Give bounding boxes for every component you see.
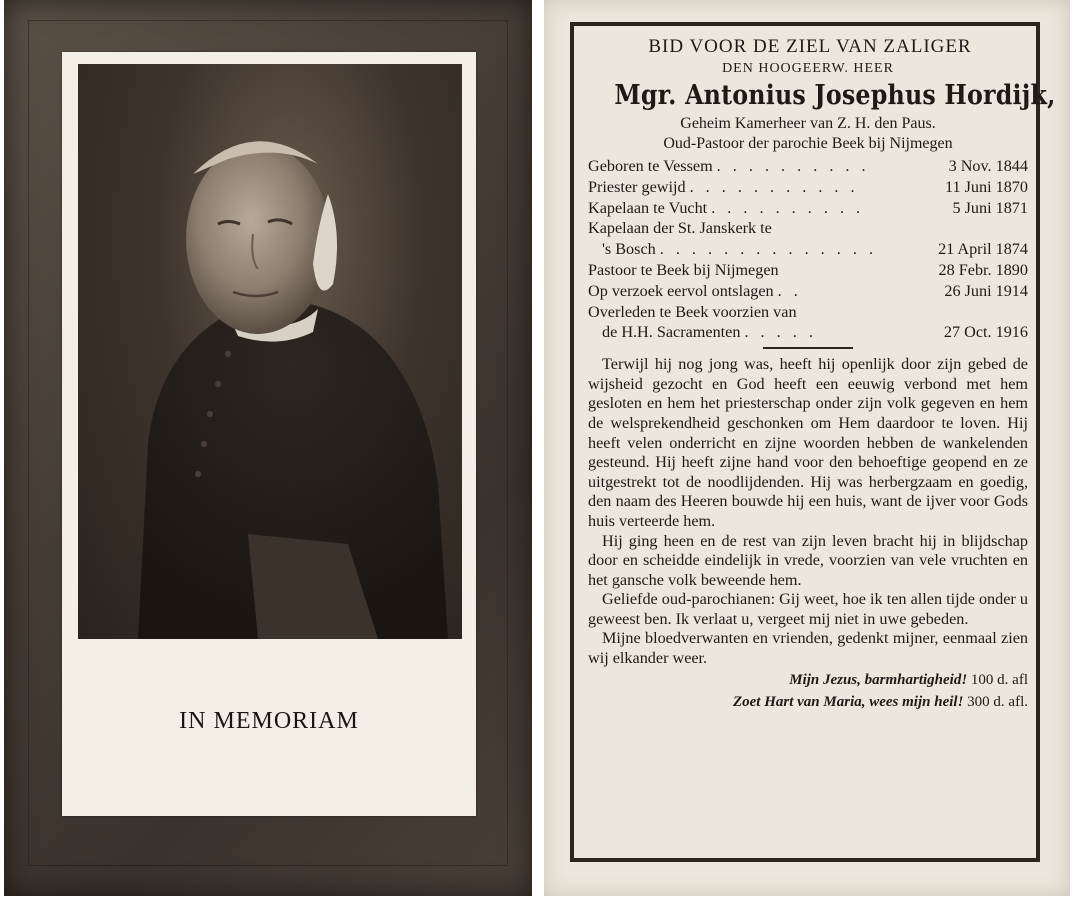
date-dots: . . . . . . . . . . — [716, 157, 870, 175]
date-value: 11 Juni 1870 — [944, 177, 1028, 196]
date-row — [588, 198, 1028, 219]
date-row — [588, 281, 1028, 302]
date-label: Overleden te Beek voorzien van — [588, 302, 797, 321]
prayer-text: Zoet Hart van Maria, wees mijn heil! — [732, 693, 964, 710]
date-dots: . . . . . . . . . . — [711, 198, 865, 217]
photo-mount — [62, 52, 476, 816]
card-text — [588, 34, 1056, 713]
in-memoriam-caption: IN MEMORIAM — [179, 708, 359, 734]
paragraph: Mijne bloedverwanten en vrienden, gedenkt mijner, eenmaal zien wij elkander weer. — [588, 629, 1028, 668]
date-value: 26 Juni 1914 — [944, 281, 1028, 300]
prayer-line — [588, 669, 1028, 691]
date-row — [588, 177, 1028, 198]
deceased-name: Mgr. Antonius Josephus Hordijk, — [614, 80, 1056, 111]
date-value: 27 Oct. 1916 — [943, 323, 1028, 342]
date-dots: . . . . . — [744, 323, 817, 342]
date-label: Priester gewijd — [588, 177, 686, 196]
date-dots — [772, 218, 1028, 239]
date-label: Op verzoek eervol ontslagen — [588, 281, 774, 300]
memorial-card-front — [4, 0, 532, 896]
date-dots — [779, 260, 939, 281]
paragraph: Hij ging heen en de rest van zijn leven bracht hij in blijdschap door en scheidde eindelijk in vrede, voorzien van vele vruchten en het gansche volk beweende hem. — [588, 531, 1028, 589]
header-line-2: DEN HOOGEERW. HEER — [722, 61, 894, 76]
title-line-2: Oud-Pastoor der parochie Beek bij Nijmegen — [663, 135, 953, 152]
header-line-1: BID VOOR DE ZIEL VAN ZALIGER — [648, 36, 972, 57]
date-value: 5 Juni 1871 — [952, 198, 1028, 217]
date-value: 3 Nov. 1844 — [948, 157, 1028, 175]
date-label: Geboren te Vessem — [588, 157, 713, 175]
date-dots: . . . . . . . . . . . . . . — [659, 240, 877, 259]
portrait-photo — [78, 64, 462, 639]
title-line-1: Geheim Kamerheer van Z. H. den Paus. — [680, 115, 936, 132]
date-label: Pastoor te Beek bij Nijmegen — [588, 260, 779, 279]
indulgence: 300 d. afl. — [967, 693, 1028, 710]
indulgence: 100 d. afl — [970, 671, 1028, 688]
date-row — [588, 156, 1028, 177]
section-divider — [763, 347, 853, 349]
memorial-card-back — [544, 0, 1070, 896]
paragraph: Geliefde oud-parochianen: Gij weet, hoe ik ten allen tijde onder u geweest ben. Ik verlaat u, vergeet mij niet in uwe gebeden. — [588, 590, 1028, 628]
date-value: 28 Febr. 1890 — [938, 260, 1028, 279]
date-label: Kapelaan te Vucht — [588, 198, 708, 217]
date-row — [588, 322, 1028, 343]
date-label: 's Bosch — [602, 240, 656, 259]
date-value: 21 April 1874 — [938, 240, 1028, 259]
life-dates — [588, 156, 1028, 343]
date-label: de H.H. Sacramenten — [602, 323, 741, 342]
date-dots: . . . . . . . . . . . — [689, 177, 859, 196]
paragraph: Terwijl hij nog jong was, heeft hij openlijk door zijn gebed de wijsheid gezocht en God heeft een eeuwig verbond met hem gesloten en hem het priesterschap onder zijn volk gegeven en hem de welsprekendheid geschonken om Hem daardoor te loven. Hij heeft velen onderricht en zijne woorden hebben de wankelenden gesteund. Hij heeft zijne hand voor den behoeftige geopend en ze uitgestrekt tot de noodlijdenden. Hij was herbergzaam en goedig, den naam des Heeren bouwde hij een huis, want de ijver voor Gods huis verteerde hem. — [588, 355, 1028, 530]
date-row — [588, 302, 1028, 323]
prayer-text: Mijn Jezus, barmhartigheid! — [789, 671, 968, 688]
date-row — [588, 239, 1028, 260]
prayer-line — [588, 691, 1028, 713]
date-label: Kapelaan der St. Janskerk te — [588, 219, 772, 238]
tribute-text — [588, 355, 1028, 669]
portrait-illustration — [78, 64, 462, 639]
date-row — [588, 218, 1028, 239]
date-dots: . . — [777, 281, 802, 300]
date-row — [588, 260, 1028, 281]
date-dots — [797, 302, 1028, 323]
